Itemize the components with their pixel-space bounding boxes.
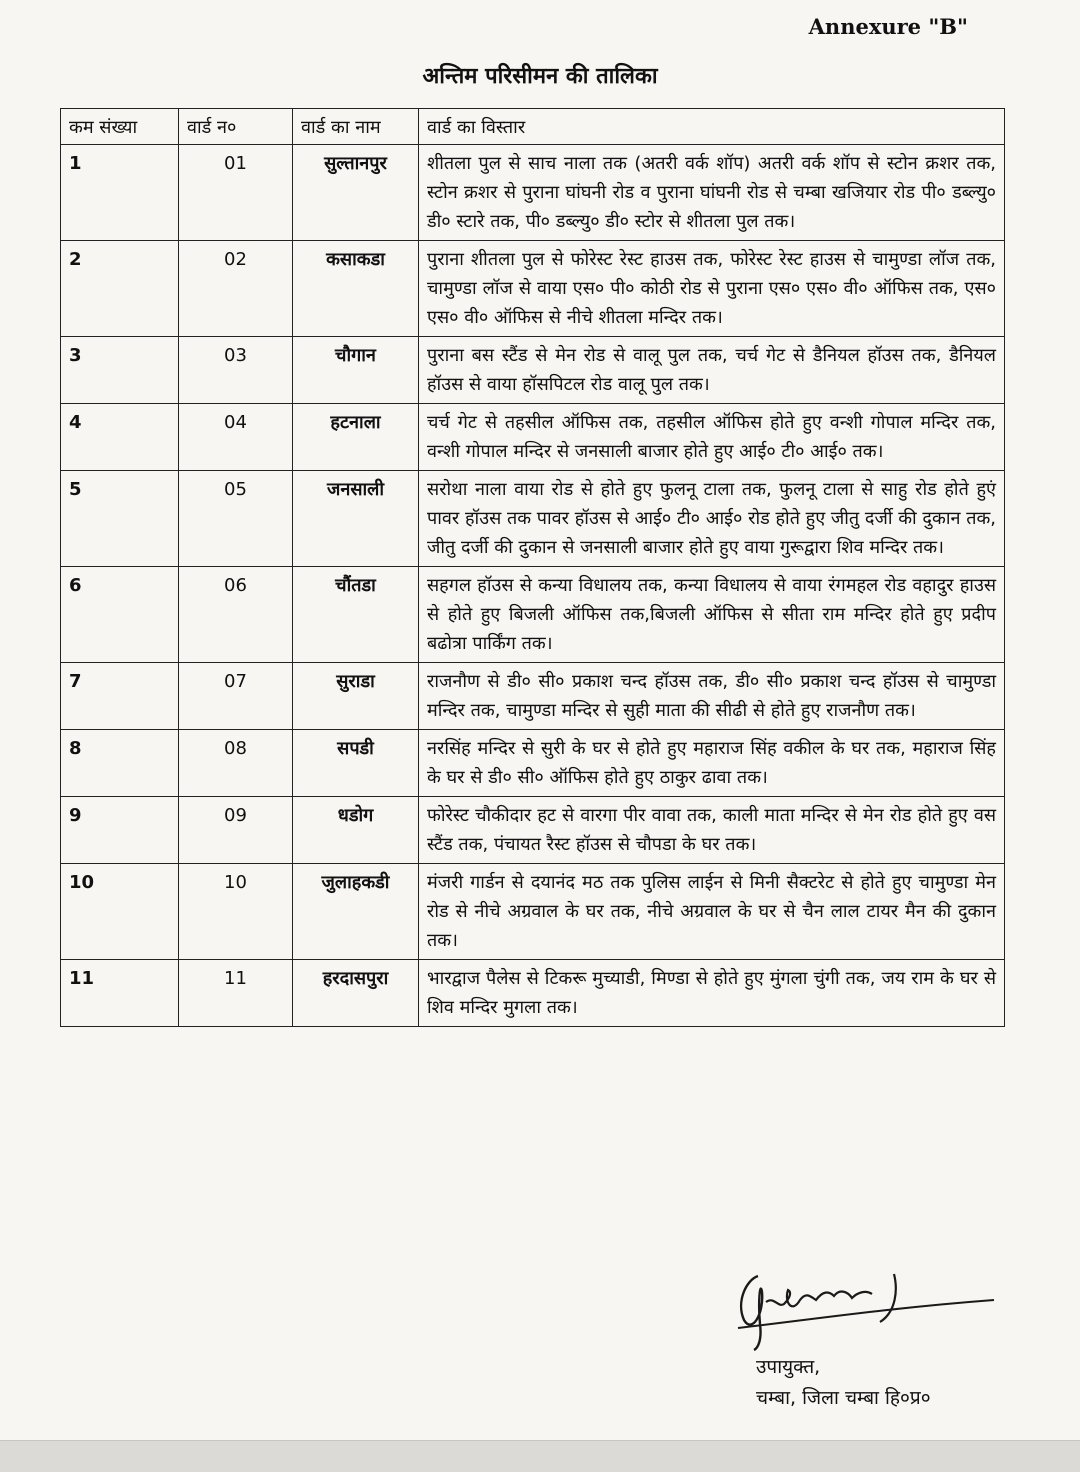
serial-no-cell: 10 (61, 864, 179, 960)
ward-name-cell: चौंतडा (293, 567, 419, 663)
ward-name-cell: कसाकडा (293, 241, 419, 337)
ward-no-cell: 08 (179, 730, 293, 797)
ward-extent-cell: भारद्वाज पैलेस से टिकरू मुच्याडी, मिण्डा से होते हुए मुंगला चुंगी तक, जय राम के घर से शिव मन्दिर मुगला तक। (419, 960, 1005, 1027)
signatory-designation: उपायुक्त, (756, 1356, 821, 1378)
ward-name-cell: सुराडा (293, 663, 419, 730)
ward-extent-cell: सहगल हॉउस से कन्या विधालय तक, कन्या विधालय से वाया रंगमहल रोड वहादुर हाउस से होते हुए बिजली ऑफिस तक,बिजली ऑफिस से सीता राम मन्दिर होते हुए प्रदीप बढोत्रा पार्किंग तक। (419, 567, 1005, 663)
handwritten-signature (718, 1262, 1008, 1352)
bottom-edge (0, 1440, 1080, 1472)
serial-no-cell: 1 (61, 145, 179, 241)
table-row (61, 663, 1005, 730)
ward-extent-cell: राजनौण से डी० सी० प्रकाश चन्द हॉउस तक, डी० सी० प्रकाश चन्द हॉउस से चामुण्डा मन्दिर तक, चामुण्डा मन्दिर से सुही माता की सीढी से होते हुए राजनौण तक। (419, 663, 1005, 730)
signatory-location: चम्बा, जिला चम्बा हि०प्र० (756, 1387, 931, 1409)
ward-name-cell: हरदासपुरा (293, 960, 419, 1027)
serial-no-cell: 9 (61, 797, 179, 864)
ward-no-cell: 04 (179, 404, 293, 471)
ward-no-cell: 05 (179, 471, 293, 567)
table-row (61, 241, 1005, 337)
ward-name-cell: जुलाहकडी (293, 864, 419, 960)
ward-no-cell: 09 (179, 797, 293, 864)
header-ward-name: वार्ड का नाम (293, 109, 419, 145)
serial-no-cell: 2 (61, 241, 179, 337)
signatory-block (756, 1352, 931, 1414)
table-row (61, 797, 1005, 864)
annexure-label: Annexure "B" (808, 14, 968, 39)
table-row (61, 864, 1005, 960)
ward-no-cell: 01 (179, 145, 293, 241)
ward-extent-cell: फोरेस्ट चौकीदार हट से वारगा पीर वावा तक, काली माता मन्दिर से मेन रोड होते हुए वस स्टैंड तक, पंचायत रैस्ट हॉउस से चौपडा के घर तक। (419, 797, 1005, 864)
ward-name-cell: सुल्तानपुर (293, 145, 419, 241)
ward-extent-cell: चर्च गेट से तहसील ऑफिस तक, तहसील ऑफिस होते हुए वन्शी गोपाल मन्दिर तक, वन्शी गोपाल मन्दिर से जनसाली बाजार होते हुए आई० टी० आई० तक। (419, 404, 1005, 471)
header-serial-no: कम संख्या (61, 109, 179, 145)
serial-no-cell: 7 (61, 663, 179, 730)
table-row (61, 145, 1005, 241)
ward-no-cell: 06 (179, 567, 293, 663)
ward-name-cell: धडोग (293, 797, 419, 864)
ward-extent-cell: पुराना बस स्टैंड से मेन रोड से वालू पुल तक, चर्च गेट से डैनियल हॉउस तक, डैनियल हॉउस से वाया हॉसपिटल रोड वालू पुल तक। (419, 337, 1005, 404)
ward-extent-cell: पुराना शीतला पुल से फोरेस्ट रेस्ट हाउस तक, फोरेस्ट रेस्ट हाउस से चामुण्डा लॉज तक, चामुण्डा लॉज से वाया एस० पी० कोठी रोड से पुराना एस० एस० वी० ऑफिस तक, एस० एस० वी० ऑफिस से नीचे शीतला मन्दिर तक। (419, 241, 1005, 337)
ward-no-cell: 07 (179, 663, 293, 730)
ward-extent-cell: मंजरी गार्डन से दयानंद मठ तक पुलिस लाईन से मिनी सैक्टरेट से होते हुए चामुण्डा मेन रोड से नीचे अग्रवाल के घर तक, नीचे अग्रवाल के घर से चैन लाल टायर मैन की दुकान तक। (419, 864, 1005, 960)
serial-no-cell: 3 (61, 337, 179, 404)
ward-name-cell: हटनाला (293, 404, 419, 471)
table-row (61, 960, 1005, 1027)
ward-name-cell: सपडी (293, 730, 419, 797)
serial-no-cell: 11 (61, 960, 179, 1027)
ward-name-cell: चौगान (293, 337, 419, 404)
header-ward-no: वार्ड न० (179, 109, 293, 145)
ward-no-cell: 10 (179, 864, 293, 960)
serial-no-cell: 8 (61, 730, 179, 797)
table-row (61, 337, 1005, 404)
ward-no-cell: 02 (179, 241, 293, 337)
serial-no-cell: 4 (61, 404, 179, 471)
table-body (61, 145, 1005, 1027)
ward-extent-cell: शीतला पुल से साच नाला तक (अतरी वर्क शॉप) अतरी वर्क शॉप से स्टोन क्रशर तक, स्टोन क्रशर से पुराना घांघनी रोड व पुराना घांघनी रोड से चम्बा खजियार रोड पी० डब्ल्यु० डी० स्टारे तक, पी० डब्ल्यु० डी० स्टोर से शीतला पुल तक। (419, 145, 1005, 241)
table-row (61, 471, 1005, 567)
serial-no-cell: 6 (61, 567, 179, 663)
ward-extent-cell: सरोथा नाला वाया रोड से होते हुए फुलनू टाला तक, फुलनू टाला से साहु रोड होते हुएं पावर हॉउस तक पावर हॉउस से आई० टी० आई० रोड होते हुए जीतु दर्जी की दुकान तक, जीतु दर्जी की दुकान से जनसाली बाजार होते हुए वाया गुरूद्वारा शिव मन्दिर तक। (419, 471, 1005, 567)
page-title: अन्तिम परिसीमन की तालिका (422, 64, 658, 89)
ward-name-cell: जनसाली (293, 471, 419, 567)
table-row (61, 567, 1005, 663)
header-ward-extent: वार्ड का विस्तार (419, 109, 1005, 145)
ward-delimitation-table (60, 108, 1005, 1027)
ward-no-cell: 11 (179, 960, 293, 1027)
ward-no-cell: 03 (179, 337, 293, 404)
ward-extent-cell: नरसिंह मन्दिर से सुरी के घर से होते हुए महाराज सिंह वकील के घर तक, महाराज सिंह के घर से डी० सी० ऑफिस होते हुए ठाकुर ढावा तक। (419, 730, 1005, 797)
serial-no-cell: 5 (61, 471, 179, 567)
table-header-row (61, 109, 1005, 145)
table-row (61, 404, 1005, 471)
table-row (61, 730, 1005, 797)
